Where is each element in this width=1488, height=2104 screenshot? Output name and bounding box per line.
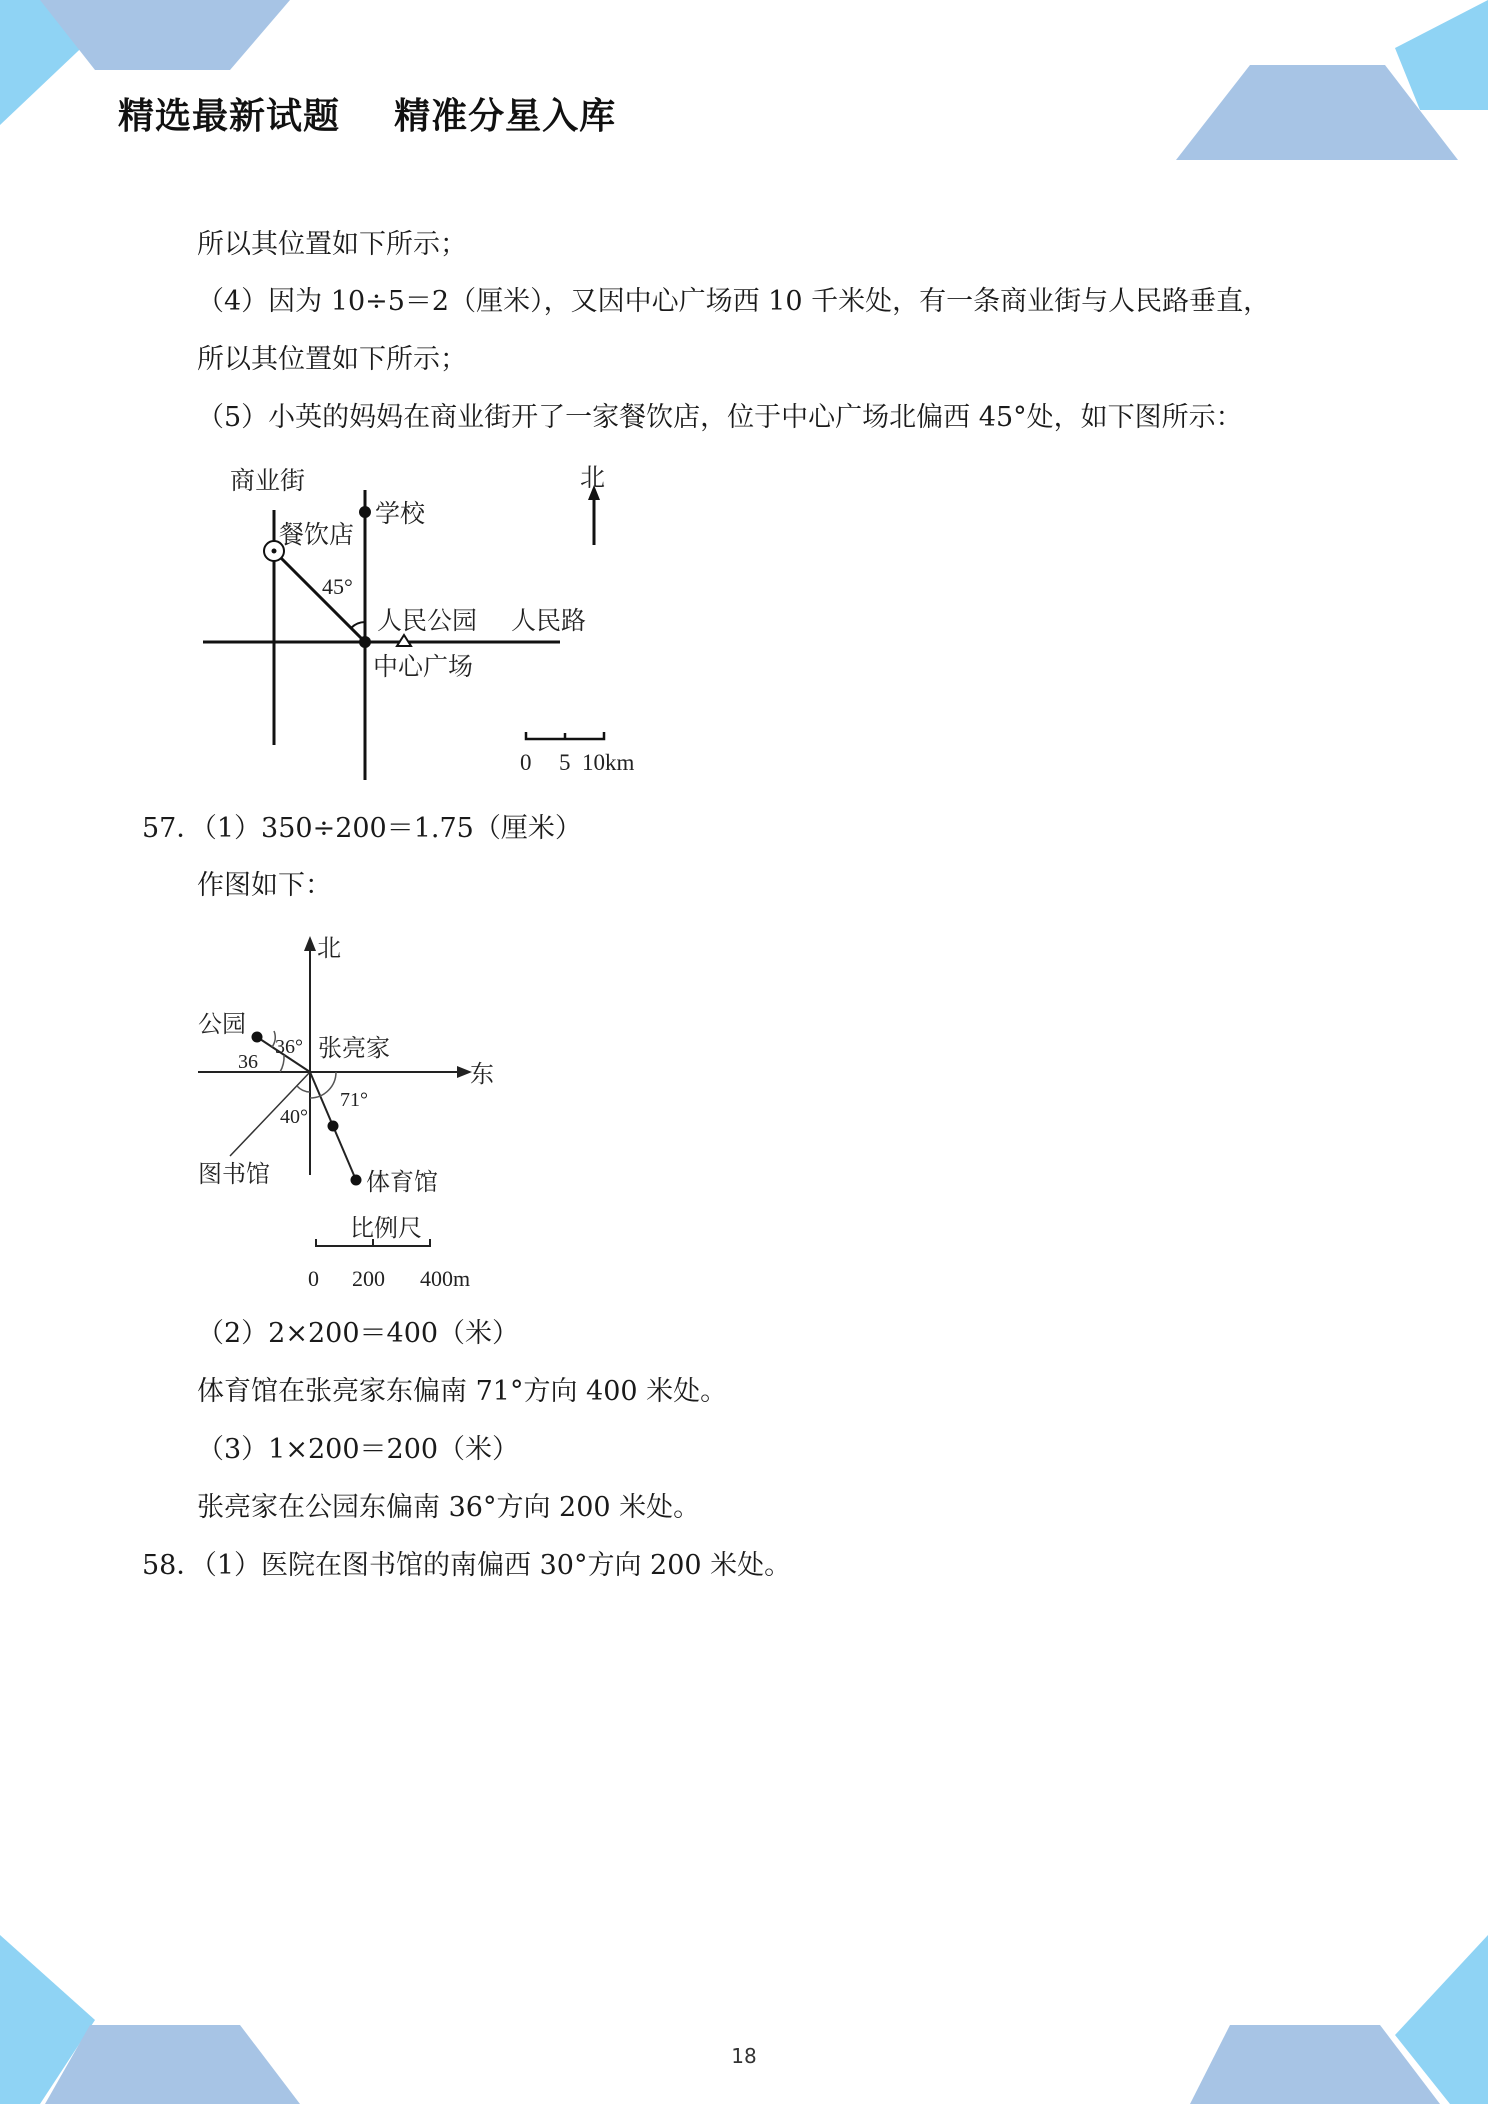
gym-label: 体育馆 — [366, 1168, 438, 1196]
text-line: 体育馆在张亮家东偏南 71°方向 400 米处。 — [197, 1376, 728, 1407]
scale-label-0: 0 — [520, 750, 532, 775]
commercial-street-label: 商业街 — [230, 466, 306, 495]
text-line: 所以其位置如下所示； — [197, 229, 467, 260]
scale2-label-0: 0 — [308, 1266, 319, 1291]
header-title: 精选最新试题 精准分星入库 — [118, 96, 617, 137]
restaurant-label: 餐饮店 — [279, 520, 355, 549]
text-line: 作图如下： — [197, 870, 332, 901]
map-figure-1 — [195, 455, 675, 795]
scale-title: 比例尺 — [350, 1214, 422, 1242]
park-label-2: 公园 — [198, 1010, 246, 1038]
map-figure-2 — [190, 920, 520, 1300]
gym-midpoint — [328, 1121, 339, 1132]
angle-36-label: 36° — [275, 1036, 303, 1058]
road-label: 人民路 — [511, 606, 587, 635]
home-label: 张亮家 — [318, 1034, 390, 1062]
school-label: 学校 — [375, 499, 426, 528]
north-label: 北 — [580, 463, 606, 492]
text-line: （3）1×200＝200（米） — [197, 1434, 520, 1465]
angle-40-label: 40° — [280, 1106, 308, 1128]
text-line: 58．（1）医院在图书馆的南偏西 30°方向 200 米处。 — [142, 1550, 792, 1581]
text-line: （5）小英的妈妈在商业街开了一家餐饮店，位于中心广场北偏西 45°处，如下图所示： — [197, 402, 1243, 433]
text-line: （2）2×200＝400（米） — [197, 1318, 520, 1349]
scale-label-10km: 10km — [582, 750, 635, 775]
center-point — [359, 636, 371, 648]
text-line: （4）因为 10÷5＝2（厘米），又因中心广场西 10 千米处，有一条商业街与人民路垂直， — [197, 286, 1271, 317]
center-label: 中心广场 — [373, 652, 474, 681]
scale-label-5: 5 — [559, 750, 571, 775]
east-label: 东 — [470, 1060, 494, 1088]
school-point — [359, 506, 371, 518]
park-label: 人民公园 — [377, 606, 478, 635]
north-label-2: 北 — [317, 934, 341, 962]
text-line: 所以其位置如下所示； — [197, 344, 467, 375]
text-line: 张亮家在公园东偏南 36°方向 200 米处。 — [197, 1492, 701, 1523]
angle-71-label: 71° — [340, 1089, 368, 1111]
library-label: 图书馆 — [198, 1160, 270, 1188]
angle-arc — [351, 622, 365, 628]
gym-point — [351, 1175, 362, 1186]
angle-label: 45° — [322, 574, 353, 599]
scale2-label-400m: 400m — [420, 1266, 471, 1291]
scale2-label-200: 200 — [352, 1266, 385, 1291]
angle-36-label-2: 36 — [238, 1051, 258, 1073]
text-line: 57．（1）350÷200＝1.75（厘米） — [142, 813, 582, 844]
park-point — [252, 1032, 263, 1043]
page-number: 18 — [731, 2044, 757, 2068]
